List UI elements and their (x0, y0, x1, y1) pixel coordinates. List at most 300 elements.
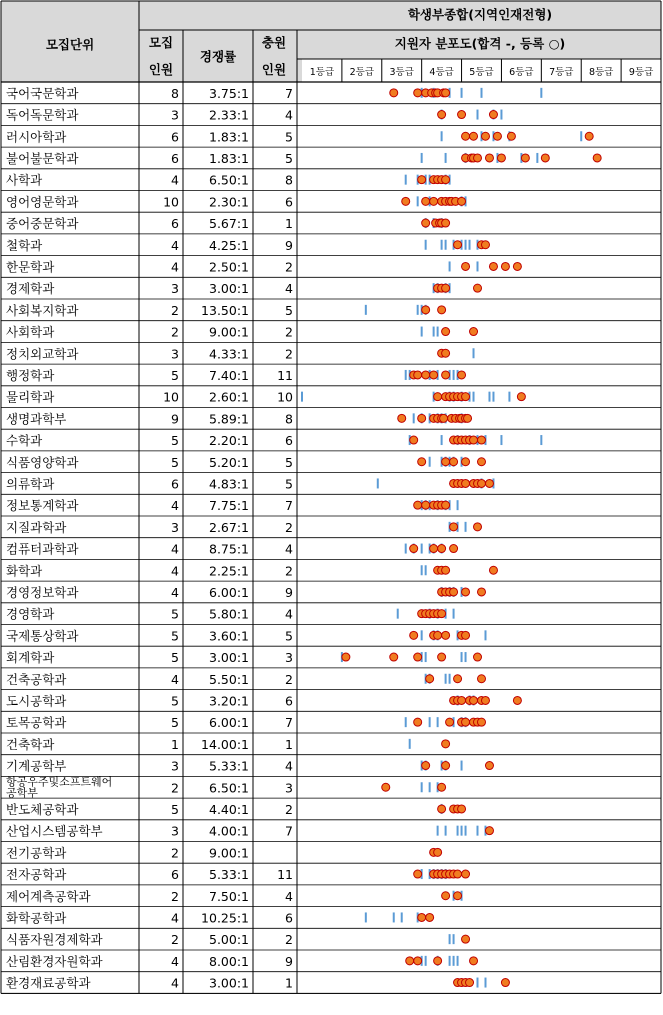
table-row (1, 86, 661, 104)
table-row (1, 737, 661, 755)
recruit-count: 5 (171, 628, 179, 644)
competition-rate: 2.30:1 (209, 194, 249, 210)
grade-label: 5등급 (469, 67, 494, 78)
table-row (1, 216, 661, 234)
competition-rate: 8.00:1 (209, 953, 249, 969)
table-row (1, 607, 661, 625)
enroll-dot (438, 653, 446, 661)
enroll-dot (458, 805, 466, 813)
enroll-dot (434, 631, 442, 639)
competition-rate: 4.83:1 (209, 476, 249, 492)
table-row (1, 774, 661, 799)
enroll-dot (390, 89, 398, 97)
recruit-count: 3 (171, 519, 179, 535)
table-row (1, 672, 661, 690)
competition-rate: 7.50:1 (209, 888, 249, 904)
enroll-dot (464, 414, 472, 422)
enroll-dot (410, 436, 418, 444)
filled-count: 3 (285, 650, 293, 666)
filled-count: 6 (285, 693, 293, 709)
table-row (1, 433, 661, 451)
enroll-dot (478, 588, 486, 596)
table-rows (1, 86, 661, 994)
recruit-count: 10 (163, 194, 179, 210)
enroll-dot (414, 371, 422, 379)
competition-rate: 3.00:1 (209, 975, 249, 991)
enroll-dot (454, 675, 462, 683)
competition-rate: 7.40:1 (209, 367, 249, 383)
enroll-dot (485, 827, 493, 835)
competition-rate: 5.67:1 (209, 216, 249, 232)
competition-rate: 5.20:1 (209, 454, 249, 470)
enroll-dot (501, 262, 509, 270)
table-row (1, 151, 661, 169)
enroll-dot (438, 111, 446, 119)
competition-rate: 14.00:1 (201, 736, 249, 752)
table-row (1, 325, 661, 343)
filled-count: 5 (285, 150, 293, 166)
recruit-count: 10 (163, 389, 179, 405)
enroll-dot (478, 675, 486, 683)
table-row (1, 390, 661, 408)
filled-count: 4 (285, 758, 293, 774)
enroll-dot (442, 328, 450, 336)
dept-name: 환경재료공학과 (6, 975, 91, 991)
enroll-dot (489, 566, 497, 574)
recruit-count: 2 (171, 932, 179, 948)
dept-name: 기계공학부 (6, 758, 67, 774)
filled-count: 4 (285, 541, 293, 557)
enroll-dot (585, 132, 593, 140)
competition-rate: 7.75:1 (209, 498, 249, 514)
filled-count: 9 (285, 237, 293, 253)
dept-name: 러시아학과 (6, 129, 67, 145)
recruit-count: 1 (171, 736, 179, 752)
recruit-count: 2 (171, 324, 179, 340)
competition-rate: 3.00:1 (209, 281, 249, 297)
enroll-dot (410, 631, 418, 639)
filled-count: 3 (285, 780, 293, 796)
recruit-count: 4 (171, 172, 179, 188)
filled-header-line2: 인원 (261, 62, 287, 77)
table-row (1, 129, 661, 147)
recruit-count: 5 (171, 801, 179, 817)
competition-rate: 4.25:1 (209, 237, 249, 253)
enroll-dot (342, 653, 350, 661)
enroll-dot (422, 371, 430, 379)
dept-name: 정치외교학과 (6, 346, 79, 362)
enroll-dot (430, 545, 438, 553)
table-row (1, 411, 661, 429)
enroll-dot (478, 458, 486, 466)
grade-labels (310, 67, 654, 78)
table-row (1, 455, 661, 473)
dept-name: 사회복지학과 (6, 302, 79, 318)
enroll-dot (462, 458, 470, 466)
enroll-dot (442, 89, 450, 97)
enroll-dot (446, 718, 454, 726)
recruit-count: 2 (171, 780, 179, 796)
grade-label: 7등급 (549, 67, 574, 78)
enroll-dot (450, 458, 458, 466)
filled-count: 2 (285, 932, 293, 948)
filled-count: 1 (285, 216, 293, 232)
enroll-dot (442, 892, 450, 900)
dept-name: 화학과 (6, 563, 43, 579)
recruit-count: 4 (171, 671, 179, 687)
recruit-count: 8 (171, 85, 179, 101)
enroll-dot (521, 154, 529, 162)
enroll-dot (442, 566, 450, 574)
enroll-dot (462, 262, 470, 270)
enroll-dot (418, 458, 426, 466)
competition-rate: 6.00:1 (209, 715, 249, 731)
competition-rate: 1.83:1 (209, 129, 249, 145)
recruit-count: 4 (171, 498, 179, 514)
filled-count: 9 (285, 953, 293, 969)
dept-name: 반도체공학과 (6, 801, 79, 817)
enroll-dot (501, 979, 509, 987)
dept-name: 수학과 (6, 433, 43, 449)
enroll-dot (485, 762, 493, 770)
enroll-dot (426, 675, 434, 683)
enroll-dot (462, 935, 470, 943)
enroll-dot (493, 132, 501, 140)
enroll-dot (438, 783, 446, 791)
enroll-dot (450, 588, 458, 596)
enroll-dot (442, 284, 450, 292)
table-row (1, 932, 661, 950)
competition-rate: 4.33:1 (209, 346, 249, 362)
filled-count: 5 (285, 628, 293, 644)
recruit-count: 9 (171, 411, 179, 427)
table-row (1, 476, 661, 494)
recruit-count: 5 (171, 367, 179, 383)
distribution-header: 지원자 분포도(합격 -, 등록 ○) (394, 36, 566, 51)
recruit-count: 5 (171, 606, 179, 622)
recruit-count: 5 (171, 715, 179, 731)
filled-count: 2 (285, 801, 293, 817)
competition-header: 경쟁률 (199, 49, 237, 64)
enroll-dot (489, 111, 497, 119)
recruit-count: 3 (171, 823, 179, 839)
filled-count: 6 (285, 194, 293, 210)
recruit-count: 4 (171, 259, 179, 275)
enroll-dot (462, 132, 470, 140)
recruit-count: 5 (171, 693, 179, 709)
recruit-count: 3 (171, 346, 179, 362)
recruit-count: 6 (171, 216, 179, 232)
enroll-dot (497, 154, 505, 162)
grade-label: 1등급 (309, 67, 335, 78)
grade-label: 6등급 (509, 67, 534, 78)
recruit-count: 6 (171, 867, 179, 883)
recruit-count: 5 (171, 454, 179, 470)
enroll-dot (462, 631, 470, 639)
enroll-dot (438, 545, 446, 553)
enroll-dot (410, 545, 418, 553)
enroll-dot (390, 653, 398, 661)
competition-rate: 3.60:1 (209, 628, 249, 644)
enroll-dot (434, 957, 442, 965)
filled-count: 5 (285, 454, 293, 470)
filled-count: 2 (285, 671, 293, 687)
competition-rate: 2.50:1 (209, 259, 249, 275)
table-row (1, 563, 661, 581)
table-row (1, 498, 661, 516)
enroll-dot (462, 479, 470, 487)
enroll-dot (470, 696, 478, 704)
recruit-count: 4 (171, 237, 179, 253)
recruit-header-line2: 인원 (148, 62, 174, 77)
dept-name: 국제통상학과 (6, 628, 79, 644)
competition-rate: 4.00:1 (209, 823, 249, 839)
enroll-dot (593, 154, 601, 162)
filled-count: 4 (285, 606, 293, 622)
enroll-dot (418, 414, 426, 422)
recruit-count: 4 (171, 584, 179, 600)
recruit-count: 4 (171, 563, 179, 579)
competition-rate: 5.50:1 (209, 671, 249, 687)
enroll-dot (474, 523, 482, 531)
dept-name: 독어독문학과 (6, 107, 79, 123)
competition-rate: 2.60:1 (209, 389, 249, 405)
enroll-dot (402, 197, 410, 205)
recruit-count: 5 (171, 433, 179, 449)
enroll-dot (485, 154, 493, 162)
table-row (1, 693, 661, 711)
filled-count: 4 (285, 888, 293, 904)
filled-count: 11 (277, 367, 293, 383)
dept-name: 제어계측공학과 (6, 888, 91, 904)
enroll-dot (541, 154, 549, 162)
dept-name: 산업시스템공학부 (6, 823, 103, 839)
enroll-dot (414, 870, 422, 878)
table-row (1, 824, 661, 842)
competition-rate: 5.80:1 (209, 606, 249, 622)
filled-count: 6 (285, 433, 293, 449)
filled-count: 5 (285, 129, 293, 145)
filled-count: 2 (285, 324, 293, 340)
filled-header-line1: 충원 (261, 35, 287, 50)
enroll-dot (418, 176, 426, 184)
dept-name: 철학과 (6, 237, 43, 253)
filled-count: 1 (285, 975, 293, 991)
filled-count: 4 (285, 281, 293, 297)
dept-name: 불어불문학과 (6, 150, 79, 166)
enroll-dot (474, 653, 482, 661)
enroll-dot (478, 479, 486, 487)
enroll-dot (513, 262, 521, 270)
enroll-dot (462, 870, 470, 878)
recruit-count: 6 (171, 129, 179, 145)
enroll-dot (513, 696, 521, 704)
enroll-dot (478, 436, 486, 444)
enroll-dot (474, 284, 482, 292)
dept-name: 영어영문학과 (6, 194, 79, 210)
enroll-dot (398, 414, 406, 422)
table-row (1, 108, 661, 126)
enroll-dot (470, 132, 478, 140)
enroll-dot (478, 718, 486, 726)
enroll-dot (422, 197, 430, 205)
recruit-count: 2 (171, 302, 179, 318)
filled-count: 5 (285, 476, 293, 492)
filled-count: 11 (277, 867, 293, 883)
table-row (1, 889, 661, 907)
table-row (1, 303, 661, 321)
competition-rate: 5.33:1 (209, 758, 249, 774)
dept-name: 중어중문학과 (6, 216, 79, 232)
dept-name: 한문학과 (6, 259, 55, 275)
competition-rate: 5.33:1 (209, 867, 249, 883)
dept-name: 정보통계학과 (6, 498, 79, 514)
dept-name: 컴퓨터과학과 (6, 541, 79, 557)
enroll-dot (414, 957, 422, 965)
competition-rate: 2.33:1 (209, 107, 249, 123)
competition-rate: 5.89:1 (209, 411, 249, 427)
competition-rate: 8.75:1 (209, 541, 249, 557)
enroll-dot (458, 197, 466, 205)
dept-name: 건축학과 (6, 736, 55, 752)
enroll-dot (474, 154, 482, 162)
table-row (1, 542, 661, 560)
grade-label: 4등급 (429, 67, 454, 78)
dept-name: 전기공학과 (6, 845, 67, 861)
recruit-count: 5 (171, 650, 179, 666)
table-row (1, 585, 661, 603)
enroll-dot (434, 393, 442, 401)
table-row (1, 802, 661, 820)
enroll-dot (442, 371, 450, 379)
enroll-dot (442, 458, 450, 466)
table-row (1, 346, 661, 364)
enroll-dot (507, 132, 515, 140)
enroll-dot (438, 306, 446, 314)
enroll-dot (485, 479, 493, 487)
filled-count: 7 (285, 85, 293, 101)
enroll-dot (462, 718, 470, 726)
enroll-dot (462, 393, 470, 401)
enroll-dot (422, 501, 430, 509)
enroll-dot (442, 176, 450, 184)
dept-name-line1: 항공우주및소프트웨어 (6, 775, 113, 789)
filled-count: 9 (285, 584, 293, 600)
enroll-dot (422, 306, 430, 314)
filled-count: 2 (285, 563, 293, 579)
table-row (1, 368, 661, 386)
enroll-dot (481, 696, 489, 704)
enroll-dot (414, 89, 422, 97)
filled-count: 2 (285, 519, 293, 535)
table-grid (1, 1, 661, 993)
enroll-dot (442, 631, 450, 639)
dept-name: 지질과학과 (6, 519, 67, 535)
dept-name: 도시공학과 (6, 693, 67, 709)
table-row (1, 259, 661, 277)
recruit-count: 6 (171, 476, 179, 492)
enroll-dot (489, 262, 497, 270)
enroll-dot (517, 393, 525, 401)
competition-rate: 6.50:1 (209, 172, 249, 188)
recruit-count: 3 (171, 107, 179, 123)
recruit-count: 4 (171, 975, 179, 991)
filled-count: 7 (285, 715, 293, 731)
enroll-dot (438, 610, 446, 618)
grade-label: 2등급 (349, 67, 375, 78)
enroll-dot (442, 219, 450, 227)
enroll-dot (442, 501, 450, 509)
enroll-dot (422, 762, 430, 770)
enroll-dot (481, 132, 489, 140)
table-row (1, 867, 661, 885)
enroll-dot (442, 762, 450, 770)
table-row (1, 715, 661, 733)
recruit-count: 3 (171, 281, 179, 297)
enroll-dot (442, 349, 450, 357)
recruit-count: 4 (171, 910, 179, 926)
table-row (1, 759, 661, 777)
dept-name: 국어국문학과 (6, 85, 79, 101)
enroll-dot (414, 501, 422, 509)
enroll-dot (470, 436, 478, 444)
dept-name: 의류학과 (6, 476, 55, 492)
filled-count: 1 (285, 736, 293, 752)
competition-rate: 9.00:1 (209, 845, 249, 861)
filled-count: 6 (285, 910, 293, 926)
competition-rate: 1.83:1 (209, 150, 249, 166)
table-row (1, 238, 661, 256)
competition-rate: 2.25:1 (209, 563, 249, 579)
competition-rate: 9.00:1 (209, 324, 249, 340)
competition-rate: 13.50:1 (201, 302, 249, 318)
dept-name: 화학공학과 (6, 910, 67, 926)
enroll-dot (481, 241, 489, 249)
enroll-dot (454, 870, 462, 878)
table-row (1, 976, 661, 994)
dept-name: 식품영양학과 (6, 454, 79, 470)
table-row (1, 650, 661, 668)
enroll-dot (430, 371, 438, 379)
enroll-dot (414, 718, 422, 726)
filled-count: 10 (277, 389, 293, 405)
enroll-dot (450, 545, 458, 553)
competition-rate: 3.00:1 (209, 650, 249, 666)
enroll-dot (462, 588, 470, 596)
recruit-count: 2 (171, 845, 179, 861)
grade-label: 9등급 (628, 67, 654, 78)
enroll-dot (426, 913, 434, 921)
dept-name: 산림환경자원학과 (6, 953, 103, 969)
enroll-dot (450, 523, 458, 531)
dept-name: 건축공학과 (6, 671, 67, 687)
dept-name: 전자공학과 (6, 867, 67, 883)
enroll-dot (434, 848, 442, 856)
enroll-dot (422, 219, 430, 227)
enroll-dot (470, 328, 478, 336)
enroll-dot (458, 696, 466, 704)
group-title: 학생부종합(지역인재전형) (407, 7, 553, 22)
enroll-dot (466, 979, 474, 987)
competition-rate: 4.40:1 (209, 801, 249, 817)
grade-label: 3등급 (389, 67, 414, 78)
competition-rate: 2.67:1 (209, 519, 249, 535)
dept-name: 물리학과 (6, 389, 55, 405)
table-row (1, 910, 661, 928)
table-row (1, 845, 661, 863)
recruit-count: 2 (171, 888, 179, 904)
filled-count: 5 (285, 302, 293, 318)
